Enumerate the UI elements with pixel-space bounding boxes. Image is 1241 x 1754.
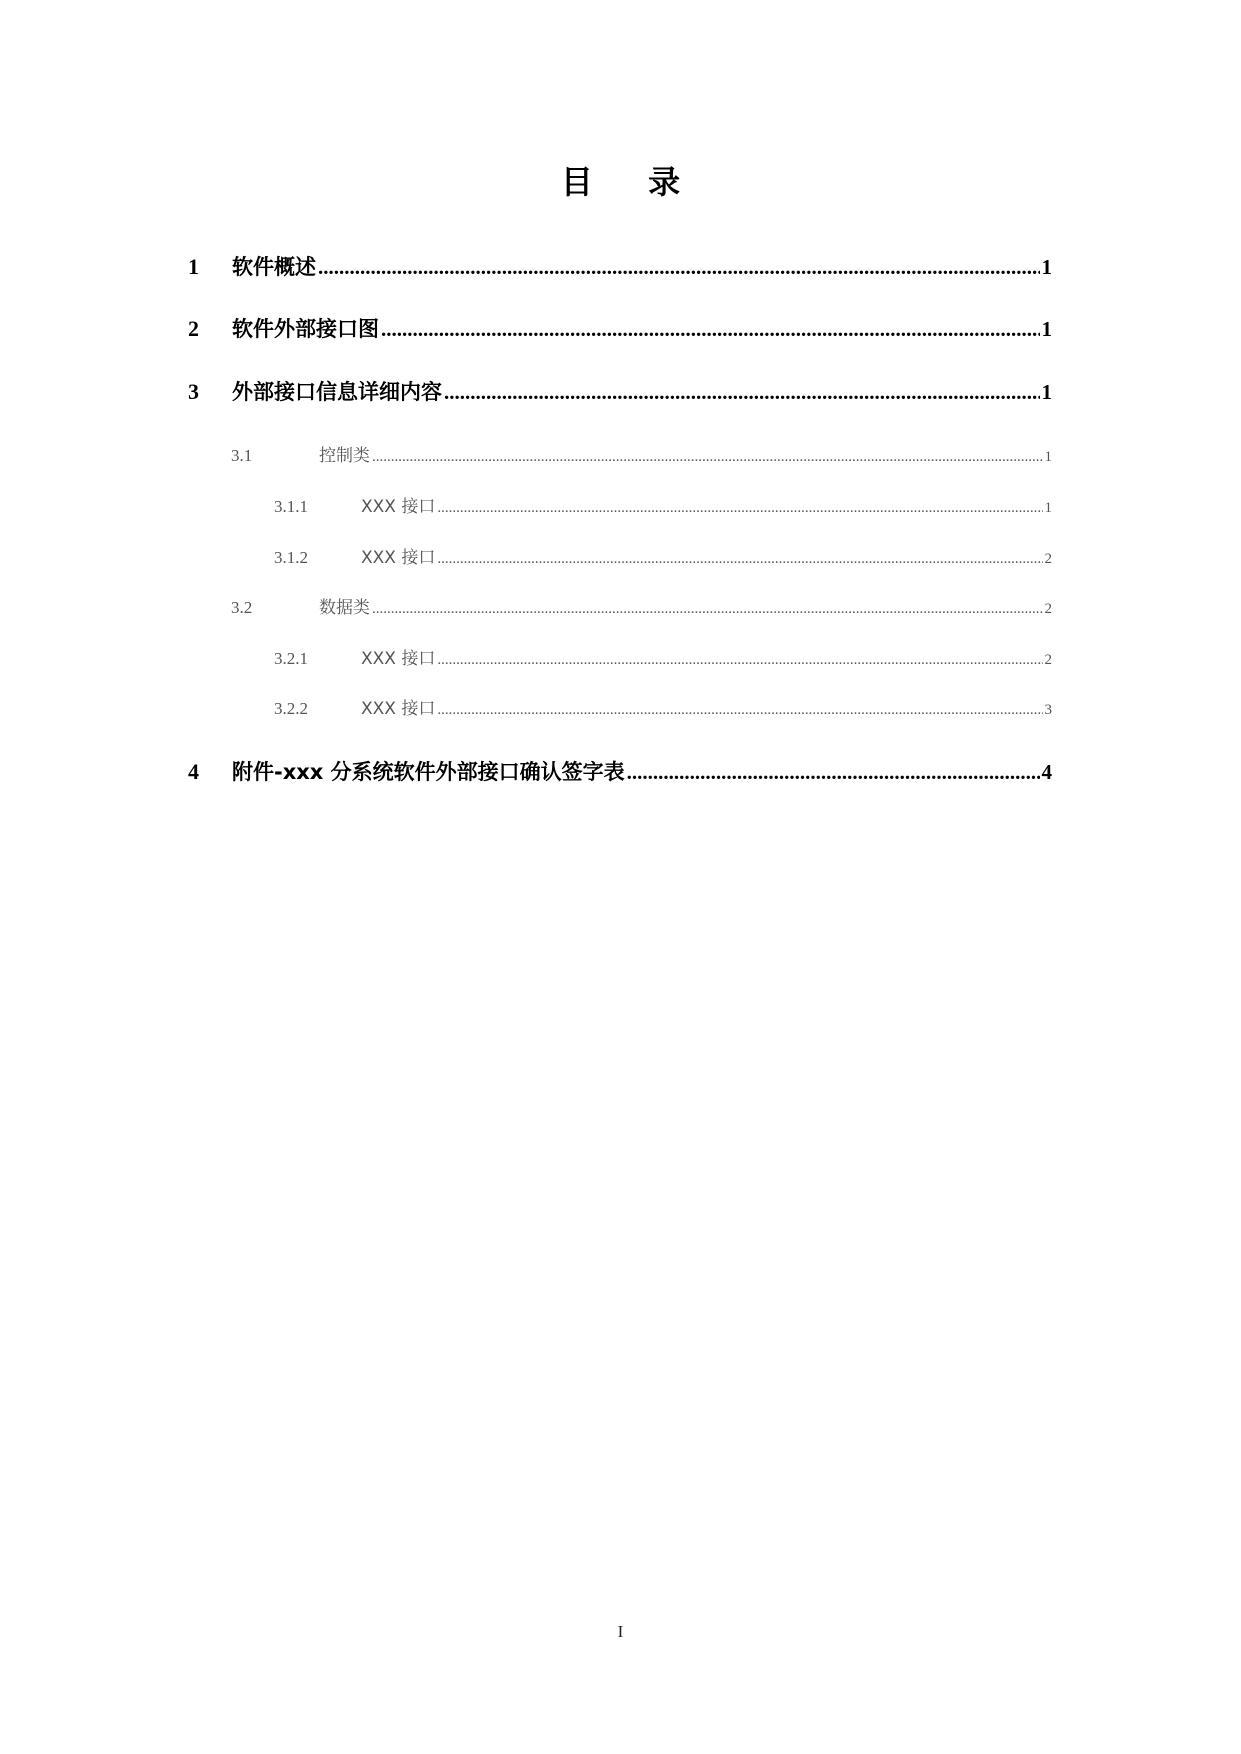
toc-entry-page: 2 <box>1044 652 1052 668</box>
toc-entry-page: 1 <box>1041 255 1052 279</box>
toc-entry-page: 2 <box>1044 601 1052 617</box>
toc-entry-page: 1 <box>1041 380 1052 404</box>
toc-entry-3-1[interactable] <box>231 443 1052 470</box>
toc-entry-number: 3.2.1 <box>274 649 308 668</box>
toc-entry-3[interactable] <box>188 377 1052 407</box>
toc-entry-2[interactable] <box>188 314 1052 344</box>
toc-entry-title: 控制类 <box>319 446 370 466</box>
toc-entry-3-2-1[interactable] <box>274 646 1052 673</box>
toc-entry-number: 3.2.2 <box>274 699 308 718</box>
toc-dot-leader <box>627 757 1040 787</box>
toc-entry-page: 2 <box>1044 551 1052 567</box>
toc-entry-page: 1 <box>1044 500 1052 516</box>
toc-entry-title: XXX 接口 <box>361 699 436 719</box>
toc-entry-3-2[interactable] <box>231 595 1052 622</box>
toc-entry-title: XXX 接口 <box>361 649 436 669</box>
toc-entry-number: 3.1.1 <box>274 497 308 516</box>
toc-dot-leader <box>444 377 1040 407</box>
toc-entry-1[interactable] <box>188 252 1052 282</box>
toc-entry-page: 4 <box>1041 760 1052 784</box>
toc-entry-page: 1 <box>1044 449 1052 465</box>
toc-dot-leader <box>318 252 1040 282</box>
toc-dot-leader <box>372 444 1043 470</box>
toc-entry-page: 3 <box>1044 702 1052 718</box>
toc-entry-3-1-2[interactable] <box>274 545 1052 572</box>
toc-entry-3-1-1[interactable] <box>274 494 1052 521</box>
toc-dot-leader <box>372 596 1043 622</box>
page-title: 目 录 <box>560 163 703 201</box>
toc-entry-number: 3.1 <box>231 446 253 465</box>
toc-entry-4[interactable] <box>188 757 1052 787</box>
toc-entry-title: XXX 接口 <box>361 548 436 568</box>
toc-entry-title: 软件概述 <box>232 255 316 279</box>
toc-dot-leader <box>437 546 1042 572</box>
toc-entry-title: XXX 接口 <box>361 497 436 517</box>
toc-entry-3-2-2[interactable] <box>274 696 1052 723</box>
toc-entry-number: 3.1.2 <box>274 548 308 567</box>
footer-page-number: I <box>617 1622 624 1641</box>
toc-entry-title: 附件-xxx 分系统软件外部接口确认签字表 <box>232 760 625 784</box>
toc-entry-number: 2 <box>188 316 199 341</box>
toc-entry-number: 3 <box>188 379 199 404</box>
toc-dot-leader <box>381 314 1040 344</box>
toc-entry-title: 软件外部接口图 <box>232 317 379 341</box>
toc-entry-title: 外部接口信息详细内容 <box>232 380 442 404</box>
toc-entry-page: 1 <box>1041 317 1052 341</box>
toc-dot-leader <box>437 697 1042 723</box>
toc-entry-number: 3.2 <box>231 598 253 617</box>
toc-dot-leader <box>437 647 1042 673</box>
toc-entry-number: 4 <box>188 759 199 784</box>
toc-entry-number: 1 <box>188 254 199 279</box>
toc-dot-leader <box>437 495 1042 521</box>
toc-entry-title: 数据类 <box>319 598 370 618</box>
